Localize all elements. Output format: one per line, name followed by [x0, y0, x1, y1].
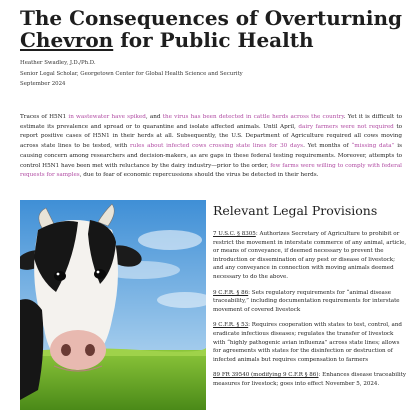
- provision-item: 89 FR 39540 (modifying 9 C.F.R § 86): Enhances disease traceability measures for livestock; goes into effect November 5, 2024.: [213, 372, 406, 387]
- state-lines-rules-link[interactable]: rules about infected cows crossing state lines for 30 days: [129, 143, 304, 150]
- cattle-detection-link[interactable]: the virus has been detected in cattle herds across the country: [162, 114, 344, 120]
- page-title: The Consequences of Overturning Chevron for Public Health: [20, 6, 403, 52]
- provision-citation-link[interactable]: 9 C.F.R. § 53: [213, 322, 249, 329]
- author-name: Heather Swadley, J.D./Ph.D.: [20, 60, 96, 66]
- provision-item: 9 C.F.R. § 53: Requires cooperation with states to test, control, and eradicate infectious diseases; regulates the transfer of livestock with “highly pathogenic avian influenza” across state lines; allows for agreements with states for the disinfection or destruction of infected animals but requires compensation to farmers: [213, 322, 402, 363]
- byline: [20, 58, 320, 90]
- legal-provisions-sidebar: [213, 203, 407, 396]
- cow-photo: [20, 200, 206, 410]
- reporting-requirement-link[interactable]: dairy farmers were not required: [298, 123, 394, 130]
- farm-samples-link[interactable]: few farms were willing to comply with federal requests for samples: [20, 162, 402, 179]
- missing-data-link[interactable]: “missing data”: [351, 143, 395, 150]
- author-role: Senior Legal Scholar, Georgetown Center for Global Health Science and Security: [20, 70, 243, 77]
- provisions-heading: Relevant Legal Provisions: [213, 203, 378, 218]
- intro-paragraph: Traces of H5N1 in wastewater have spiked, and the virus has been detected in cattle herds across the country. Yet it is difficult to estimate its prevalence and spread or to quarantine and isolate affected animals. Until April, dairy farmers were not required to report positive cases of H5N1 in their herds at all. Subsequently, the U.S. Department of Agriculture required all cows moving across state lines to be tested, with rules about infected cows crossing state lines for 30 days. Yet months of “missing data” is causing concern among researchers and decision-makers, as are gaps in these federal testing requirements. Moreover, attempts to control H5N1 have been met with reluctance by the dairy industry—prior to the order, few farms were willing to comply with federal requests for samples, due to fear of economic repercussions should the virus be detected in their herds.: [20, 114, 403, 179]
- provision-citation-link[interactable]: 9 C.F.R. § 86: [213, 289, 249, 296]
- provision-item: 9 C.F.R. § 86: Sets regulatory requirements for “animal disease traceability,” including documentation requirements for interstate movement of covered livestock: [213, 289, 400, 313]
- wastewater-link[interactable]: in wastewater have spiked: [68, 114, 146, 120]
- publication-date: September 2024: [20, 81, 66, 87]
- provision-citation-link[interactable]: 89 FR 39540 (modifying 9 C.F.R § 86): [213, 372, 319, 379]
- chevron-link[interactable]: Chevron: [20, 28, 114, 52]
- provision-citation-link[interactable]: 7 U.S.C. § 8305: [213, 231, 256, 237]
- provision-item: 7 U.S.C. § 8305: Authorizes Secretary of Agriculture to prohibit or restrict the movement in interstate commerce of any animal, article, or means of conveyance, if deemed necessary to prevent the introduction or dissemination of any pest or disease of livestock; and any conveyance in connection with moving animals deemed necessary to do the above.: [213, 231, 407, 280]
